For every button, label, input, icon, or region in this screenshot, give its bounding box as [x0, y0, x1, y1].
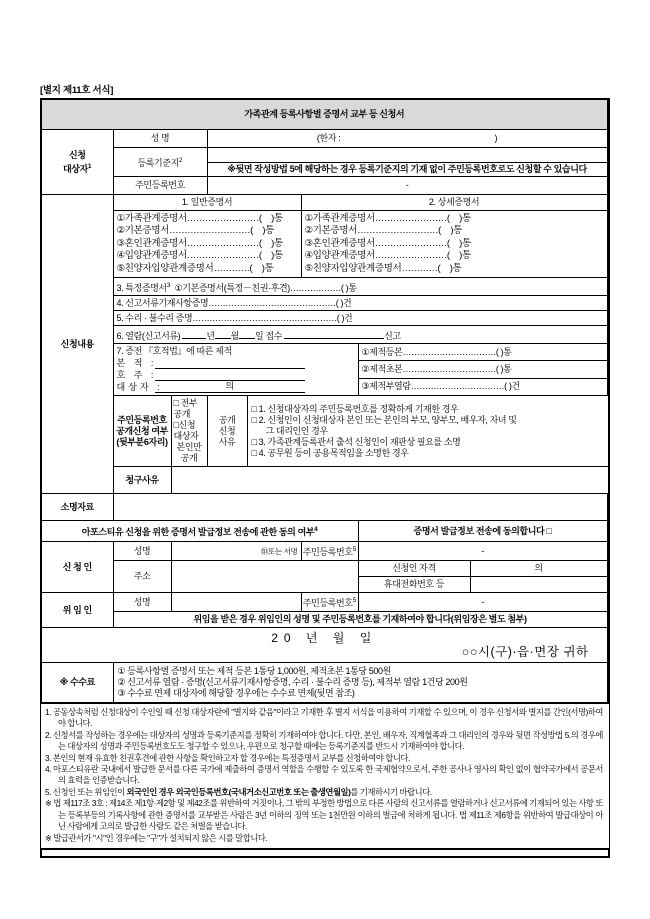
applicant-rrn-input[interactable]: - [358, 542, 607, 561]
general-cert-list[interactable] [113, 211, 301, 278]
fee-item: ② 신고서류 열람 · 증명(신고서류기재사항증명, 수리 · 불수리 증명 등), 제적부 열람 1건당 200원 [117, 677, 468, 688]
rrn-disclosure-options[interactable] [171, 396, 207, 467]
footnote-item: 5. 신청인 또는 위임인이 외국인인 경우 외국인등록번호(국내거소신고번호 또는 출생연월일)를 기재하시기 바랍니다. [45, 786, 432, 797]
disclosure-reason-options[interactable] [247, 396, 609, 467]
checkbox-reason-3[interactable]: □ 3. 가족관계등록관서 출석 신청인이 재판상 필요를 소명 [251, 436, 461, 447]
title-row [41, 99, 609, 130]
applicant-address-row1 [41, 561, 609, 577]
list-item[interactable]: ②기본증명서………………………( )통 [304, 225, 463, 237]
list-item[interactable]: ④입양관계증명서……………………( )통 [304, 250, 471, 262]
jejeok-abstract-count[interactable]: ( )통 [495, 364, 512, 375]
specific-cert-detail: ①기본증명서(특정－친권·후견) [174, 282, 290, 293]
daesangja-input[interactable]: 의 [155, 381, 305, 393]
delegator-rrn-input[interactable]: - [358, 593, 607, 612]
applicant-rrn-label: 주민등록번호$^5$ [301, 542, 358, 561]
date-recipient-block[interactable] [41, 628, 607, 663]
report-doc-cert-item[interactable]: 4. 신고서류기재사항증명………………………………………( )건 [113, 296, 607, 311]
rrn-disclosure-row [41, 396, 609, 467]
content-item7-row1 [41, 344, 609, 361]
inspection-day-input[interactable] [239, 328, 255, 339]
inspection-month-input[interactable] [215, 328, 231, 339]
applicant-name-row [41, 542, 609, 561]
fee-item: ① 등록사항별 증명서 또는 제적 등본 1통당 1,000원, 제적초본 1통당 500원 [117, 666, 391, 677]
checkbox-disclose-self-line1[interactable]: □신청 대상자 [173, 420, 199, 442]
registry-base-label [113, 148, 207, 177]
evidence-label: 소명자료 [41, 494, 113, 521]
hanja-label: (한자 : [316, 133, 341, 143]
claim-reason-input[interactable] [171, 467, 609, 494]
registry-base-input[interactable] [207, 148, 607, 163]
evidence-row [41, 494, 609, 521]
checkbox-disclose-all[interactable]: □ 전부공개 [173, 398, 198, 420]
content-item6-row [41, 326, 609, 344]
applicant-qualification-label: 신청인 자격 [358, 561, 470, 577]
hanja-close: ) [494, 133, 498, 143]
applicant-qualification-input[interactable]: 의 [470, 561, 607, 577]
list-item[interactable]: ⑤친양자입양관계증명서…………( )통 [304, 262, 462, 274]
content-header-row [41, 195, 609, 211]
delegator-rrn-label: 주민등록번호$^5$ [301, 593, 358, 612]
checkbox-reason-2[interactable]: □ 2. 신청인이 신청대상자 본인 또는 본인의 부모, 양부모, 배우자, 자녀 및 [251, 414, 517, 425]
registry-base-sup: 2 [178, 157, 183, 164]
specific-cert-sup: 3 [166, 281, 171, 289]
claim-reason-label: 청구사유 [113, 467, 171, 494]
cert-lists-row [41, 211, 609, 278]
footnote-item: 1. 공동상속처럼 신청대상이 수인일 때 신청 대상자란에 "별지와 같음"이라고 기재한 후 별지 서식을 이용하여 기재할 수 있으며, 이 경우 신청서와 별지를 간인(서명)하여야 합니다. [45, 707, 603, 729]
general-cert-header: 1. 일반증명서 [113, 195, 301, 211]
content-section-label: 신청내용 [41, 195, 113, 494]
disclosure-reason-label: 공개 신청 사유 [207, 396, 247, 467]
rrn-disclosure-label: 주민등록번호 공개신청 여부 (뒷부분6자리) [113, 396, 171, 467]
applicant-phone-input[interactable] [470, 577, 607, 593]
bonjeok-input[interactable] [155, 357, 305, 369]
subject-rrn-input[interactable]: - [207, 177, 607, 195]
subject-rrn-label: 주민등록번호 [113, 177, 207, 195]
inspection-item[interactable]: 6. 열람(신고서류) 년 월 일 접수 신고 [113, 326, 607, 344]
subject-registry-row [41, 148, 609, 163]
former-registry-field[interactable]: 대상자 : 의 [117, 381, 358, 393]
date-line[interactable]: 20 년 월 일 [271, 631, 378, 646]
jejeok-inspection-count[interactable]: ( )건 [504, 381, 520, 392]
evidence-input[interactable] [113, 494, 607, 521]
delegator-section-label: 위 임 인 [41, 593, 113, 628]
footnotes-box [40, 704, 610, 849]
footnote-item: 4. 아포스티유란 국내에서 발급한 문서를 다른 국가에 제출하여 증명서 역할을 수행할 수 있도록 한 국제협약으로서, 주한 공사나 영사의 확인 없이 협약국가에서 공문서의 효력을 인증받습니다. [45, 764, 603, 786]
applicant-section-label: 신 청 인 [41, 542, 113, 593]
jejeok-copy-item[interactable]: ①제적등본……………………………( )통 [358, 344, 607, 361]
content-item5-row [41, 311, 609, 326]
delegator-name-input[interactable] [171, 593, 301, 612]
registry-base-note: ※뒷면 작성방법 5에 해당하는 경우 등록기준지의 기재 없이 주민등록번호로도 신청할 수 있습니다 [207, 163, 607, 177]
jejeok-inspection-item[interactable]: ③제적부열람……………………………( )건 [358, 378, 607, 395]
list-item[interactable]: ⑤친양자입양관계증명서…………( )통 [116, 262, 274, 274]
acceptance-cert-count[interactable]: ( )건 [336, 312, 353, 323]
apostille-consent-header: 아포스티유 신청을 위한 증명서 발급정보 전송에 관한 동의 여부$^4$ [41, 521, 358, 542]
applicant-address-label: 주소 [113, 561, 171, 593]
checkbox-reason-2-cont: 그 대리인인 경우 [265, 425, 328, 436]
checkbox-reason-1[interactable]: □ 1. 신청대상자의 주민등록번호를 정확하게 기재한 경우 [251, 403, 459, 414]
form-sheet [40, 85, 610, 858]
subject-section-label [41, 130, 113, 195]
fee-row [41, 663, 609, 704]
specific-cert-label: 3. 특정증명서 [116, 282, 167, 293]
jejeok-copy-count[interactable]: ( )통 [495, 346, 512, 357]
report-doc-cert-count[interactable]: ( )건 [335, 297, 352, 308]
applicant-phone-label: 휴대전화번호 등 [358, 577, 470, 593]
subject-name-label: 성 명 [113, 130, 207, 148]
fee-item: ③ 수수료 면제 대상자에 해당할 경우에는 수수료 면제(뒷면 참조) [117, 688, 355, 699]
specific-cert-count[interactable]: ( )통 [340, 282, 357, 293]
applicant-name-label: 성명 [113, 542, 171, 561]
subject-label-line1: 신청 [68, 149, 86, 160]
delegator-note-row [41, 612, 609, 628]
former-registry-field[interactable]: 본 적 : [117, 357, 358, 369]
claim-reason-row [41, 467, 609, 494]
footnote-item: 3. 본인의 현재 유효한 친권후견에 관한 사항을 확인하고자 할 경우에는 특정증명서 교부를 신청하여야 합니다. [45, 752, 410, 763]
recipient-line: ○○시(구)·읍·면장 귀하 [461, 645, 589, 660]
list-item[interactable]: ④입양관계증명서……………………( )통 [116, 250, 283, 262]
registry-base-text: 등록기준지 [137, 158, 179, 168]
detail-cert-header: 2. 상세증명서 [301, 195, 607, 211]
bottom-rule [40, 849, 610, 858]
former-registry-field[interactable]: 호 주 : [117, 369, 358, 381]
content-item3-row [41, 278, 609, 296]
date-recipient-row [41, 628, 609, 663]
page-title: 가족관계 등록사항별 증명서 교부 등 신청서 [41, 99, 607, 130]
subject-name-input[interactable] [207, 130, 607, 148]
list-item[interactable]: ②기본증명서………………………( )통 [116, 225, 275, 237]
delegation-note: 위임을 받은 경우 위임인의 성명 및 주민등록번호를 기재하여야 합니다(위임장은 별도 첨부) [113, 612, 607, 628]
apostille-consent-checkbox[interactable]: 증명서 발급정보 전송에 동의합니다 □ [358, 521, 607, 542]
main-form-table [40, 98, 610, 704]
footnote-item: ※ 법 제117조 3호 : 제14조 제1항·제2항 및 제42조를 위반하여 거짓이나, 그 밖의 부정한 방법으로 다른 사람의 신고서류를 열람하거나 신고서류에 기재되어 있는 사항 또는 등록부등의 기록사항에 관한 증명서를 교부받은 사람은 3년 이하의 징역 또는 1천만원 이하의 벌금에 처하게 됩니다. 법 제11조 제6항을 위반하여 발급대상이 아닌 사람에게 고의로 발급한 사람도 같은 처벌을 받습니다. [45, 798, 603, 832]
fee-details [113, 663, 607, 704]
apostille-row [41, 521, 609, 542]
list-item[interactable]: ③혼인관계증명서……………………( )통 [116, 237, 283, 249]
delegator-name-label: 성명 [113, 593, 171, 612]
fee-label: ※ 수수료 [41, 663, 113, 704]
detail-cert-list[interactable] [301, 211, 607, 278]
applicant-name-input[interactable] [171, 542, 301, 561]
specific-cert-item[interactable]: 3. 특정증명서$^3$ ①기본증명서(특정－친권·후견)………………( )통 [113, 278, 607, 296]
form-id-label: [별지 제11호 서식] [40, 85, 114, 96]
content-item4-row [41, 296, 609, 311]
checkbox-reason-4[interactable]: □ 4. 공무원 등이 공용목적임을 소명한 경우 [251, 447, 409, 458]
inspection-type-input[interactable] [284, 328, 384, 339]
list-item[interactable]: ③혼인관계증명서……………………( )통 [304, 237, 471, 249]
acceptance-cert-item[interactable]: 5. 수리 · 불수리 증명……………………………………………( )건 [113, 311, 607, 326]
jejeok-abstract-item[interactable]: ②제적초본……………………………( )통 [358, 361, 607, 378]
subject-label-sup: 1 [87, 162, 92, 170]
hoju-input[interactable] [155, 369, 305, 381]
footnote-item: 2. 신청서를 작성하는 경우에는 대상자의 성명과 등록기준지를 정확히 기재하여야 합니다. 다만, 본인, 배우자, 직계혈족과 그 대리인의 경우와 뒷면 작성방법 5.의 경우에는 대상자의 성명과 주민등록번호도도 청구할 수 있으나, 우편으로 청구할 때에는 등록기준지를 반드시 기재하여야 합니다. [45, 729, 603, 752]
seal-or-signature-note: ㊞또는 서명 [260, 546, 298, 556]
former-registry-title: 7. 증전 『호적법』에 따른 제적 [116, 346, 232, 357]
subject-name-row [41, 130, 609, 148]
former-registry-block[interactable] [113, 344, 358, 396]
footnote-item: ※ 발급관서가 "시"인 경우에는 "구"가 설치되지 않은 시를 말합니다. [45, 832, 268, 843]
list-item[interactable]: ①가족관계증명서……………………( )통 [304, 213, 471, 224]
inspection-year-input[interactable] [182, 328, 206, 339]
list-item[interactable]: ①가족관계증명서……………………( )통 [116, 213, 283, 224]
subject-rrn-row [41, 177, 609, 195]
subject-label-line2: 대상자 [62, 163, 88, 174]
applicant-address-input[interactable] [171, 561, 358, 593]
delegator-name-row [41, 593, 609, 612]
checkbox-disclose-self-line2: 본인만 공개 [176, 442, 202, 464]
